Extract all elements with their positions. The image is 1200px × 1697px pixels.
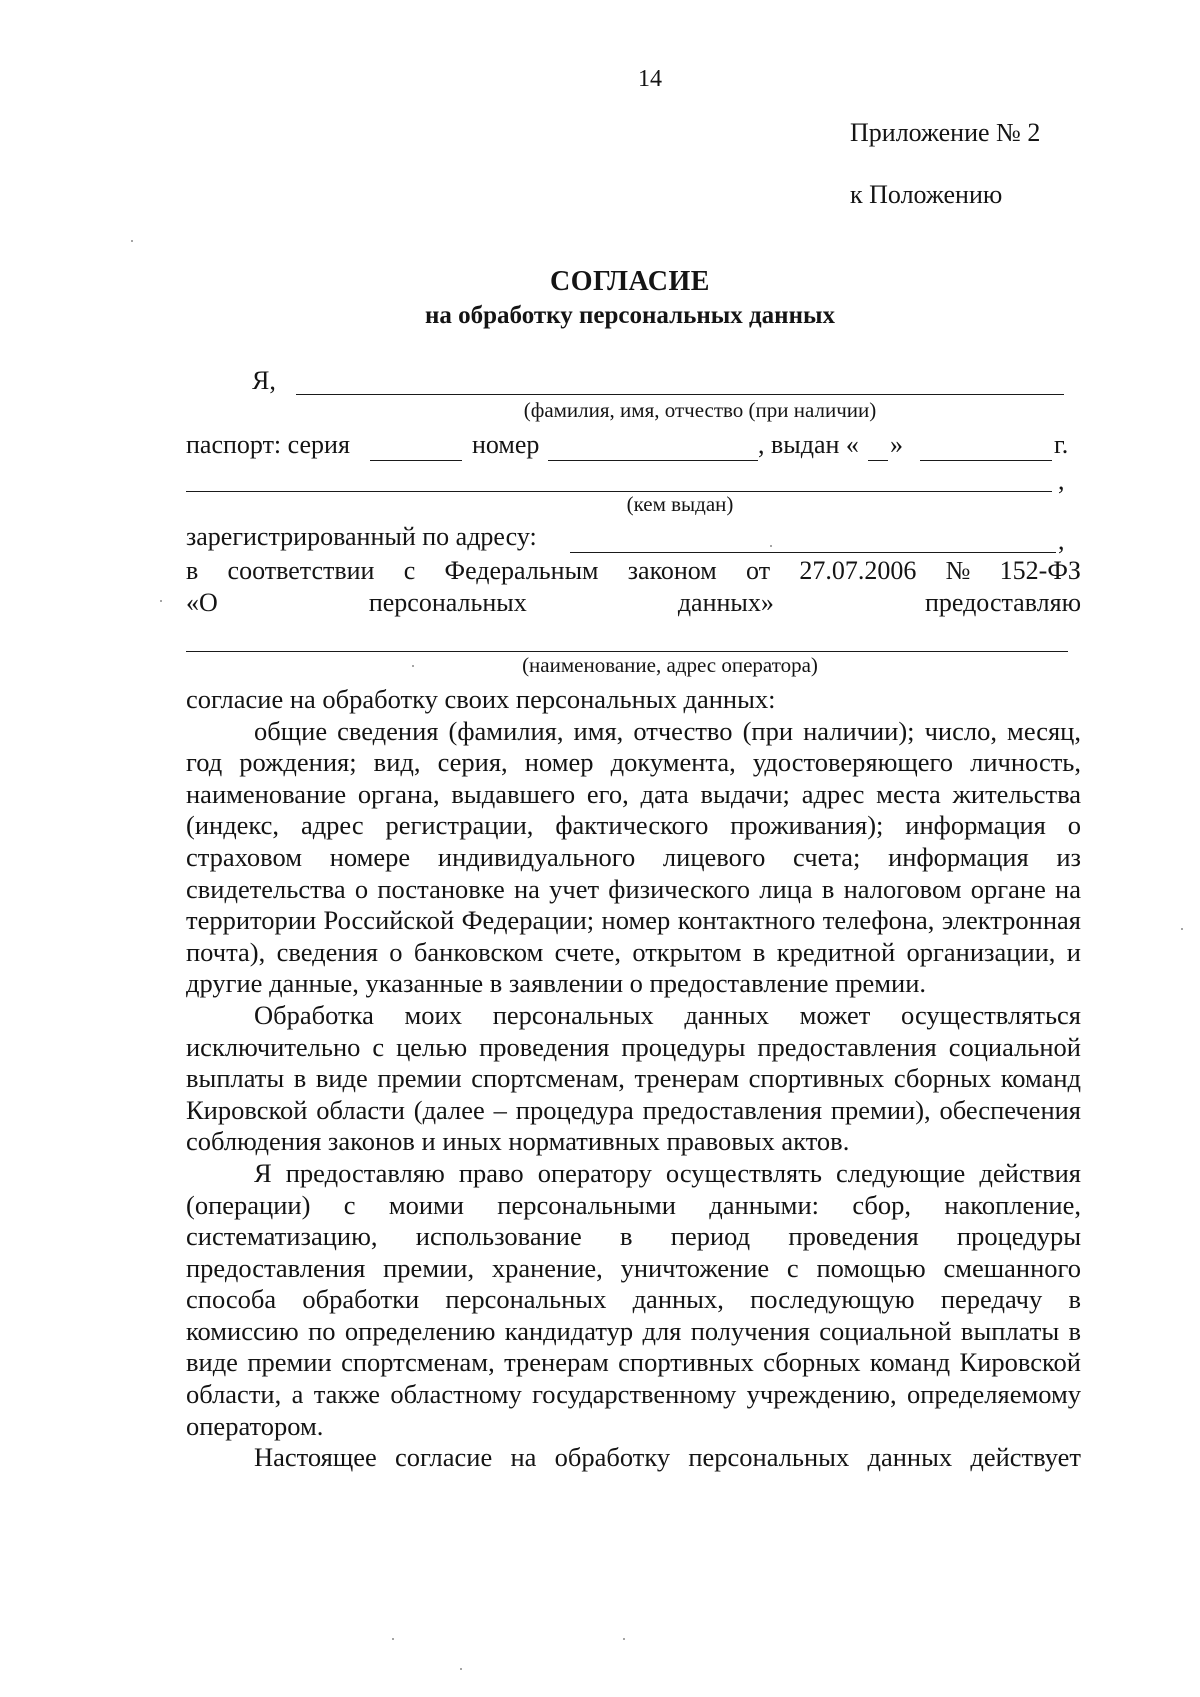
full-name-caption: (фамилия, имя, отчество (при наличии): [523, 398, 877, 422]
law-name-line: [186, 588, 1081, 618]
issued-label: , выдан «: [758, 430, 859, 459]
registered-address-label: зарегистрированный по адресу:: [186, 522, 537, 551]
general-info-paragraph: общие сведения (фамилия, имя, отчество (при наличии); число, месяц, год рождения; вид, серия, номер документа, удостоверяющего личность, наименование органа, выдавшего его, дата выдачи; адрес места жительства (индекс, адрес регистрации, фактического проживания); информация о страховом номере индивидуального лицевого счета; информация из свидетельства о постановке на учет физического лица в налоговом органе на территории Российской Федерации; номер контактного телефона, электронная почта), сведения о банковском счете, открытом в кредитной организации, и другие данные, указанные в заявлении о предоставление премии.: [186, 715, 1081, 999]
page-number: 14: [638, 66, 662, 92]
law-word: 27.07.2006: [799, 556, 917, 585]
passport-number-field[interactable]: [548, 460, 758, 461]
operator-field[interactable]: [186, 651, 1068, 652]
year-suffix: г.: [1054, 430, 1069, 459]
law-name-word: персональных: [368, 588, 527, 617]
consent-intro: согласие на обработку своих персональных данных:: [186, 684, 776, 714]
document-subtitle: на обработку персональных данных: [425, 302, 835, 329]
law-word: 152-ФЗ: [999, 556, 1081, 585]
law-word: №: [945, 556, 971, 585]
law-word: в: [186, 556, 199, 585]
issued-day-field[interactable]: [868, 460, 888, 461]
document-title: СОГЛАСИЕ: [550, 266, 710, 297]
operator-caption: (наименование, адрес оператора): [522, 653, 818, 677]
issued-by-comma: ,: [1058, 466, 1065, 495]
registered-address-comma: ,: [1058, 526, 1065, 555]
validity-paragraph: Настоящее согласие на обработку персональных данных действует: [254, 1442, 1081, 1473]
passport-number-label: номер: [472, 430, 540, 459]
passport-series-field[interactable]: [370, 460, 462, 461]
operator-rights-paragraph: Я предоставляю право оператору осуществлять следующие действия (операции) с моими персональными данными: сбор, накопление, систематизацию, использование в период проведения процедуры предоставления премии, хранение, уничтожение с помощью смешанного способа обработки персональных данных, последующую передачу в комиссию по определению кандидатур для получения социальной выплаты в виде премии спортсменам, тренерам спортивных сборных команд Кировской области, а также областному государственному учреждению, определяемому оператором.: [186, 1157, 1081, 1441]
registered-address-field[interactable]: [570, 552, 1056, 553]
passport-series-label: паспорт: серия: [186, 430, 350, 459]
law-word: с: [403, 556, 416, 585]
appendix-label: Приложение № 2: [850, 118, 1041, 147]
law-word: от: [746, 556, 771, 585]
law-word: законом: [627, 556, 717, 585]
issued-quote-close: »: [890, 430, 903, 459]
processing-purpose-paragraph: Обработка моих персональных данных может осуществляться исключительно с целью проведения процедуры предоставления социальной выплаты в виде премии спортсменам, тренерам спортивных сборных команд Кировской области (далее – процедура предоставления премии), обеспечения соблюдения законов и иных нормативных правовых актов.: [186, 999, 1081, 1157]
law-name-word: «О: [186, 588, 218, 617]
law-word: соответствии: [227, 556, 375, 585]
full-name-field[interactable]: [296, 394, 1064, 395]
issued-month-field[interactable]: [920, 460, 1052, 461]
issued-by-caption: (кем выдан): [626, 492, 734, 516]
law-reference-line: [186, 556, 1081, 586]
consent-body: [186, 684, 1081, 1474]
regulation-reference: к Положению: [850, 180, 1003, 209]
law-name-word: данных»: [677, 588, 774, 617]
law-word: Федеральным: [444, 556, 599, 585]
law-name-word: предоставляю: [924, 588, 1081, 617]
i-label: Я,: [252, 366, 276, 395]
